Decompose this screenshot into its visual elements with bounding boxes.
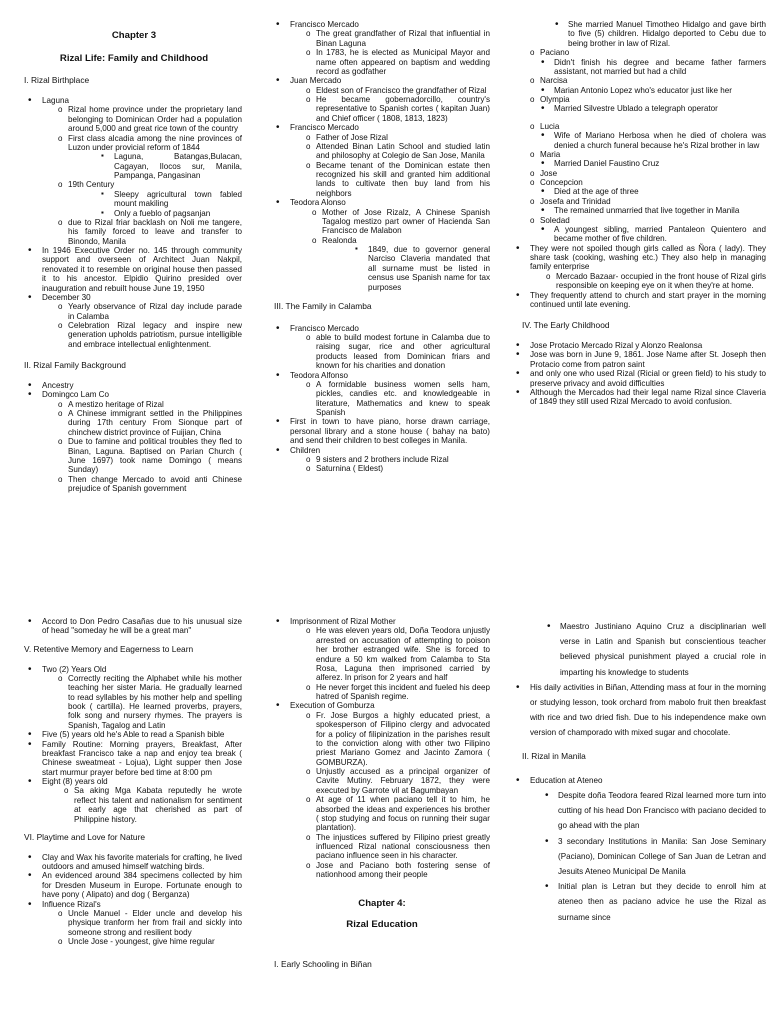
page1-column-1 bbox=[26, 26, 242, 493]
list-item: o Olympia • Married Silvestre Ublado a telegraph operator bbox=[514, 95, 766, 114]
chapter-heading: Chapter 3 bbox=[111, 30, 157, 41]
bullet-list bbox=[26, 665, 242, 824]
list-item: • Five (5) years old he's Able to read a Spanish bible bbox=[26, 730, 242, 739]
list-item: • Children o 9 sisters and 2 brothers include Rizal o Saturnina ( Eldest) bbox=[274, 446, 490, 474]
section-heading: I. Early Schooling in Biñan bbox=[274, 958, 372, 969]
bullet-list bbox=[514, 244, 766, 310]
list-item: o Yearly observance of Rizal day include parade in Calamba bbox=[42, 302, 242, 321]
list-item: o due to Rizal friar backlash on Noli me tangere, his family forced to leave and transfer to Binondo, Manila bbox=[42, 218, 242, 246]
list-item: o Josefa and Trinidad • The remained unmarried that live together in Manila bbox=[514, 197, 766, 216]
list-item: • Imprisonment of Rizal Mother o He was eleven years old, Doña Teodora unjustly arrested on accusation of attempting to poison her brother estranged wife. She is forced to endure a 50 km walked from Calamba to Sta Rosa, Laguna then imprisoned carried by alferez. In prison for 2 years and half o He never forget this incident and fueled his deep hatred of Spanish regime. bbox=[274, 617, 490, 701]
list-item: o Sa aking Mga Kabata reputedly he wrote reflect his talent and nationalism for sentiment at early age that cherished as part of Philippine history. bbox=[48, 786, 242, 824]
list-item: ▪ Laguna, Batangas,Bulacan, Cagayan, Ilocos sur, Manila, Pampanga, Pangasinan bbox=[68, 152, 242, 180]
list-item: • She married Manuel Timotheo Hidalgo and gave birth to five (5) children. Hidalgo deported to Cebu due to being brother in law of Rizal. bbox=[528, 20, 766, 48]
list-item: o The great grandfather of Rizal that influential in Binan Laguna bbox=[290, 29, 490, 48]
list-item: ▪ 1849, due to governor general Narciso Claveria mandated that all surname must be listed in census use Spanish name for tax purposes bbox=[322, 245, 490, 292]
bullet-list bbox=[274, 617, 490, 880]
list-item: o Saturnina ( Eldest) bbox=[290, 464, 490, 473]
list-item: o Uncle Manuel - Elder uncle and develop his physique tranform her from frail and sickly into someone strong and resilient body bbox=[42, 909, 242, 937]
list-item: • Married Daniel Faustino Cruz bbox=[514, 159, 766, 168]
list-item: • Ancestry bbox=[26, 381, 242, 390]
list-item: • Died at the age of three bbox=[514, 187, 766, 196]
page2-column-1 bbox=[26, 617, 242, 946]
list-item: o A formidable business women sells ham, pickles, candies etc. and knowledgeable in literature, Mathematics and knew to speak Spanish bbox=[290, 380, 490, 418]
list-item: o Paciano • Didn't finish his degree and became father farmers assistant, not married but had a child bbox=[514, 48, 766, 76]
list-item: o Eldest son of Francisco the grandfather of Rizal bbox=[290, 86, 490, 95]
list-item: o A mestizo heritage of Rizal bbox=[42, 400, 242, 409]
list-item: o Narcisa • Marian Antonio Lopez who's educator just like her bbox=[514, 76, 766, 95]
list-item: o A Chinese immigrant settled in the Philippines during 17th century From Sionque part of chinchew district province of Fuijian, China bbox=[42, 409, 242, 437]
list-item: • Jose was born in June 9, 1861. Jose Name after St. Joseph then Protacio come from patron saint bbox=[514, 350, 766, 369]
list-item: o Mercado Bazaar- occupied in the front house of Rizal girls responsible on keeping eye on it when they're at home. bbox=[530, 272, 766, 291]
document-page-2 bbox=[0, 512, 768, 1024]
bullet-list bbox=[514, 680, 766, 741]
bullet-list bbox=[26, 853, 242, 947]
bullet-list bbox=[514, 341, 766, 407]
list-item: o Concepcion • Died at the age of three bbox=[514, 178, 766, 197]
list-item: • Francisco Mercado o able to build modest fortune in Calamba due to raising sugar, rice and other agricultural products leased from Dominican friars and known for his charities and donation bbox=[274, 324, 490, 371]
chapter-heading: Chapter 4: bbox=[358, 897, 406, 909]
list-item: • Clay and Wax his favorite materials for crafting, he lived outdoors and amused himself watching birds. bbox=[26, 853, 242, 872]
list-item: • Juan Mercado o Eldest son of Francisco the grandfather of Rizal o He became gobernadorcillo, country's representative to Spanish cortes ( kapitan Juan) and Chief officer ( 1808, 1813, 1823) bbox=[274, 76, 490, 123]
list-item: o He became gobernadorcillo, country's representative to Spanish cortes ( kapitan Juan) and Chief officer ( 1808, 1813, 1823) bbox=[290, 95, 490, 123]
list-item: ▪ Only a fueblo of pagsanjan bbox=[68, 209, 242, 218]
list-item: o Then change Mercado to avoid anti Chinese prejudice of Spanish government bbox=[42, 475, 242, 494]
list-item: o In 1783, he is elected as Municipal Mayor and name often appeared on baptism and wedding record as godfather bbox=[290, 48, 490, 76]
section-heading: II. Rizal in Manila bbox=[522, 750, 586, 761]
list-item: • Wife of Mariano Herbosa when he died of cholera was denied a church funeral because he's Rizal brother in law bbox=[514, 131, 766, 150]
list-item: • 3 secondary Institutions in Manila: San Jose Seminary (Paciano), Dominican College of San Juan de Letran and Jesuits Ateneo Municipal De Manila bbox=[518, 834, 766, 880]
list-item: o Attended Binan Latin School and studied latin and philosophy at Colegio de San Jose, Manila bbox=[290, 142, 490, 161]
list-item: • Maestro Justiniano Aquino Cruz a disciplinarian well verse in Latin and Spanish but conscientious teacher believed physical punishment played a crucial role in imparting his knowledge to students bbox=[520, 619, 766, 680]
list-item: • Teodora Alonso o Mother of Jose Rizalz, A Chinese Spanish Tagalog mestizo part owner of Hacienda San Francisco de Malabon o Realonda ▪ 1849, due to governor general Narciso Claveria mandated that all surname must be listed in census use Spanish name for tax purposes bbox=[274, 198, 490, 292]
section-heading: IV. The Early Childhood bbox=[522, 320, 610, 331]
list-item: o Unjustly accused as a principal organizer of Cavite Mutiny. February 1872, they were executed by Garrote vil at Bagumbayan bbox=[290, 767, 490, 795]
list-item: • The remained unmarried that live together in Manila bbox=[514, 206, 766, 215]
section-heading: V. Retentive Memory and Eagerness to Learn bbox=[24, 643, 194, 654]
list-item: o He never forget this incident and fueled his deep hatred of Spanish regime. bbox=[290, 683, 490, 702]
list-item: o Realonda ▪ 1849, due to governor general Narciso Claveria mandated that all surname must be listed in census use Spanish name for tax purposes bbox=[296, 236, 490, 292]
list-item: o Jose bbox=[514, 169, 766, 178]
bullet-list bbox=[520, 619, 766, 680]
list-item: o Uncle Jose - youngest, give hime regular bbox=[42, 937, 242, 946]
list-item: o Correctly reciting the Alphabet while his mother teaching her sister Maria. He gradually learned to read syllables by his mother help and spelling book ( cartilla). He learned proverbs, prayers, folk song and nursery rhymes. The prayers is Spanish, Tagalog and Latin bbox=[42, 674, 242, 730]
list-item: • Education at Ateneo • Despite doña Teodora feared Rizal learned more turn into cutting of his head Don Francisco with paciano decided to go ahead with the plan • 3 secondary Institutions in Manila: San Jose Seminary (Paciano), Dominican College of San Juan de Letran and Jesuits Ateneo Municipal De Manila • Initial plan is Letran but they decide to enroll him at ateneo then as paciano advice he use the Rizal as surname since bbox=[514, 773, 766, 925]
list-item: o Mother of Jose Rizalz, A Chinese Spanish Tagalog mestizo part owner of Hacienda San Francisco de Malabon bbox=[296, 208, 490, 236]
list-item: • Execution of Gomburza o Fr. Jose Burgos a highly educated priest, a spokesperson of Filipino clergy and advocated for a policy of filipinization in the parishes result to the conviction along with other two Filipino priest Mariano Gomez and Jacinto Zamora ( GOMBURZA). o Unjustly accused as a principal organizer of Cavite Mutiny. February 1872, they were executed by Garrote vil at Bagumbayan o At age of 11 when paciano tell it to him, he absorbed the ideas and experiences his brother ( stop studying and focus on running their sugar plantation). o The injustices suffered by Filipino priest greatly influenced Rizal national consciousness then paciano influence seen in his character. o Jose and Paciano both fostering sense of nationhood among their people bbox=[274, 701, 490, 879]
section-heading: II. Rizal Family Background bbox=[24, 360, 126, 371]
page1-column-3 bbox=[522, 20, 766, 407]
list-item: o Fr. Jose Burgos a highly educated priest, a spokesperson of Filipino clergy and advocated for a policy of filipinization in the parishes result to the conviction along with other two Filipino priest Mariano Gomez and Jacinto Zamora ( GOMBURZA). bbox=[290, 711, 490, 767]
bullet-list bbox=[26, 617, 242, 636]
list-item: o First class alcadia among the nine provinces of Luzon under provicial reform of 1844 ▪ Laguna, Batangas,Bulacan, Cagayan, Ilocos sur, Manila, Pampanga, Pangasinan bbox=[42, 134, 242, 181]
list-item: ▪ Sleepy agricultural town fabled mount makiling bbox=[68, 190, 242, 209]
list-item: • An evidenced around 384 specimens collected by him for Dresden Museum in Europe. Fortunate enough to have pony ( Alipato) and dog ( Berganza) bbox=[26, 871, 242, 899]
page1-column-2 bbox=[274, 20, 490, 474]
list-item: o Father of Jose Rizal bbox=[290, 133, 490, 142]
list-item: • Family Routine: Morning prayers, Breakfast, After breakfast Francisco take a nap and enjoy tea break ( Chinese sweatmeat - Lojua), Light supper then Jose start murmur prayer before bed time at 8:00 pm bbox=[26, 740, 242, 778]
section-heading: III. The Family in Calamba bbox=[274, 300, 372, 311]
bullet-list bbox=[514, 773, 766, 925]
list-item: o Became tenant of the Dominican estate then recognized his skill and granted him additional lands to cultivate then buy land from his neighbors bbox=[290, 161, 490, 199]
sibling-list bbox=[514, 48, 766, 244]
list-item: • Jose Protacio Mercado Rizal y Alonzo Realonsa bbox=[514, 341, 766, 350]
list-item: o Jose and Paciano both fostering sense of nationhood among their people bbox=[290, 861, 490, 880]
list-item: • They frequently attend to church and start prayer in the morning continued until late evening. bbox=[514, 291, 766, 310]
list-item: o able to build modest fortune in Calamba due to raising sugar, rice and other agricultural products leased from Dominican friars and known for his charities and donation bbox=[290, 333, 490, 371]
list-item: • Although the Mercados had their legal name Rizal since Claveria of 1849 they still used Rizal Mercado to avoid confusion. bbox=[514, 388, 766, 407]
list-item: • Influence Rizal's o Uncle Manuel - Elder uncle and develop his physique tranform her from frail and sickly into someone strong and resilient body o Uncle Jose - youngest, give hime regular bbox=[26, 900, 242, 947]
list-item: o He was eleven years old, Doña Teodora unjustly arrested on accusation of attempting to poison her brother estranged wife. She is forced to endure a 50 km walked from Calamba to Sta Rosa, Laguna then imprisoned carried by alferez. In prison for 2 years and half bbox=[290, 626, 490, 682]
list-item: • Marian Antonio Lopez who's educator just like her bbox=[514, 86, 766, 95]
page2-column-3 bbox=[522, 619, 766, 925]
section-heading: VI. Playtime and Love for Nature bbox=[24, 831, 146, 842]
bullet-list bbox=[274, 20, 490, 292]
list-item: o The injustices suffered by Filipino priest greatly influenced Rizal national consciousness then paciano influence seen in his character. bbox=[290, 833, 490, 861]
list-item: o Due to famine and political troubles they fled to Binan, Laguna. Baptised on Parian Church ( June 1697) took name Domingo ( means Sunday) bbox=[42, 437, 242, 475]
list-item: • Francisco Mercado o The great grandfather of Rizal that influential in Binan Laguna o In 1783, he is elected as Municipal Mayor and name often appeared on baptism and wedding record as godfather bbox=[274, 20, 490, 76]
list-item: • Two (2) Years Old o Correctly reciting the Alphabet while his mother teaching her sister Maria. He gradually learned to read syllables by his mother help and spelling book ( cartilla). He learned proverbs, prayers, folk song and nursery rhymes. The prayers is Spanish, Tagalog and Latin bbox=[26, 665, 242, 731]
list-item: • Initial plan is Letran but they decide to enroll him at ateneo then as paciano advice he use the Rizal as surname since bbox=[518, 879, 766, 925]
list-item: • Didn't finish his degree and became father farmers assistant, not married but had a child bbox=[514, 58, 766, 77]
bullet-list bbox=[274, 324, 490, 474]
list-item: • Francisco Mercado o Father of Jose Rizal o Attended Binan Latin School and studied latin and philosophy at Colegio de San Jose, Manila o Became tenant of the Dominican estate then recognized his skill and granted him additional lands to cultivate then buy land from his neighbors bbox=[274, 123, 490, 198]
list-item: • Accord to Don Pedro Casañas due to his unusual size of head "someday he will be a great man" bbox=[26, 617, 242, 636]
list-item: • December 30 o Yearly observance of Rizal day include parade in Calamba o Celebration Rizal legacy and inspire new generation upholds patriotism, pursue intelligible and embrace intellectual enlightenment. bbox=[26, 293, 242, 349]
list-item: o At age of 11 when paciano tell it to him, he absorbed the ideas and experiences his brother ( stop studying and focus on running their sugar plantation). bbox=[290, 795, 490, 833]
list-item: • Domingco Lam Co o A mestizo heritage of Rizal o A Chinese immigrant settled in the Philippines during 17th century From Sionque part of chinchew district province of Fuijian, China o Due to famine and political troubles they fled to Binan, Laguna. Baptised on Parian Church ( June 1697) took name Domingo ( means Sunday) o Then change Mercado to avoid anti Chinese prejudice of Spanish government bbox=[26, 390, 242, 493]
list-item: • They were not spoiled though girls called as Ñora ( lady). They share task (cooking, washing etc.) They also help in managing family enterprise o Mercado Bazaar- occupied in the front house of Rizal girls responsible on keeping eye on it when they're at home. bbox=[514, 244, 766, 291]
list-item: o 19th Century ▪ Sleepy agricultural town fabled mount makiling ▪ Only a fueblo of pagsanjan bbox=[42, 180, 242, 218]
bullet-list bbox=[26, 96, 242, 349]
list-item: • A youngest sibling, married Pantaleon Quientero and became mother of five children. bbox=[514, 225, 766, 244]
list-item: o 9 sisters and 2 brothers include Rizal bbox=[290, 455, 490, 464]
list-item: • Teodora Alfonso o A formidable business women sells ham, pickles, candies etc. and knowledgeable in literature, Mathematics and knew to speak Spanish bbox=[274, 371, 490, 418]
list-item: • First in town to have piano, horse drawn carriage, personal library and a stone house ( bahay na bato) and send their children to best colleges in Manila. bbox=[274, 417, 490, 445]
list-item: o Lucia • Wife of Mariano Herbosa when he died of cholera was denied a church funeral because he's Rizal brother in law bbox=[514, 122, 766, 150]
bullet-list bbox=[528, 20, 766, 48]
list-item: • Laguna o Rizal home province under the proprietary land belonging to Dominican Order had a population around 5,000 and great rice town of the country o First class alcadia among the nine provinces of Luzon under provicial reform of 1844 ▪ Laguna, Batangas,Bulacan, Cagayan, Ilocos sur, Manila, Pampanga, Pangasinan o 19th Century ▪ Sleepy agricultural town fabled mount makiling ▪ Only a fueblo of pagsanjan o due to Rizal friar backlash on Noli me tangere, his family forced to leave and transfer to Binondo, Manila bbox=[26, 96, 242, 246]
list-item: o Celebration Rizal legacy and inspire new generation upholds patriotism, pursue intelligible and embrace intellectual enlightenment. bbox=[42, 321, 242, 349]
list-item: • Despite doña Teodora feared Rizal learned more turn into cutting of his head Don Francisco with paciano decided to go ahead with the plan bbox=[518, 788, 766, 834]
chapter-title: Rizal Life: Family and Childhood bbox=[59, 53, 209, 65]
list-item: • In 1946 Executive Order no. 145 through community support and overseen of Architect Juan Nakpil, renovated it to resemble on original house then passed it to his ancestor. Elpidio Quirino presided over inauguration and rebuilt house June 19, 1950 bbox=[26, 246, 242, 293]
chapter-title: Rizal Education bbox=[346, 918, 418, 930]
bullet-list bbox=[26, 381, 242, 494]
list-item: o Soledad • A youngest sibling, married Pantaleon Quientero and became mother of five children. bbox=[514, 216, 766, 244]
list-item: • and only one who used Rizal (Ricial or green field) to his study to preserve privacy and avoid difficulties bbox=[514, 369, 766, 388]
section-heading: I. Rizal Birthplace bbox=[24, 75, 90, 86]
list-item: o Maria • Married Daniel Faustino Cruz bbox=[514, 150, 766, 169]
list-item: • Eight (8) years old o Sa aking Mga Kabata reputedly he wrote reflect his talent and nationalism for sentiment at early age that cherished as part of Philippine history. bbox=[26, 777, 242, 824]
list-item: • Married Silvestre Ublado a telegraph operator bbox=[514, 104, 766, 113]
list-item: o Rizal home province under the proprietary land belonging to Dominican Order had a population around 5,000 and great rice town of the country bbox=[42, 105, 242, 133]
page2-column-2 bbox=[274, 617, 490, 980]
list-item: • His daily activities in Biñan, Attending mass at four in the morning or studying lesson, took orchard from mabolo fruit then breakfast with rice and two dried fish. Due to his independence make own version of champorado with mixed sugar and chocolate. bbox=[514, 680, 766, 741]
